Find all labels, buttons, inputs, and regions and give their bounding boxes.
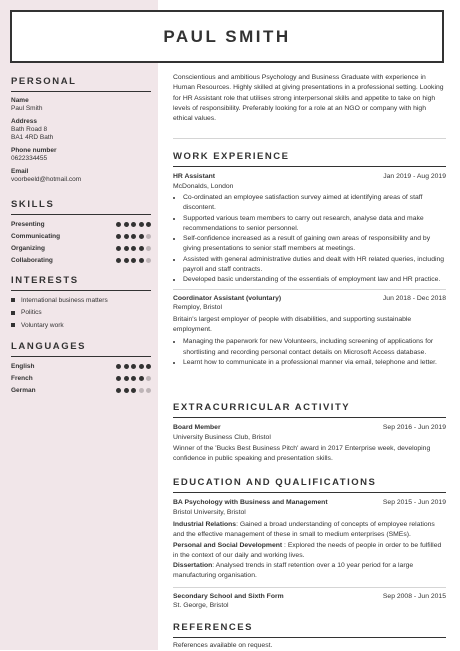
- rating-dots: [116, 234, 151, 239]
- filled-dot-icon: [124, 376, 129, 381]
- activity-dates: Sep 2016 - Jun 2019: [382, 424, 446, 431]
- language-row: [11, 360, 151, 372]
- skill-row: [11, 242, 151, 254]
- empty-dot-icon: [146, 388, 151, 393]
- list-item: • Self-confidence increased as a result of gaining own areas of responsibility and by giving presentations to senior staff members at meetings.: [183, 234, 446, 255]
- candidate-name: PAUL SMITH: [163, 26, 291, 46]
- personal-section: [11, 76, 151, 184]
- filled-dot-icon: [124, 388, 129, 393]
- rating-dots: [116, 388, 151, 393]
- list-item: • Co-ordinated an employee satisfaction survey aimed at identifying areas of staff discontent.: [183, 193, 446, 214]
- activity-description: Winner of the 'Bucks Best Business Pitch' award in 2017 Enterprise week, developing confidence in public speaking and presentation skills.: [173, 445, 431, 463]
- skill-row-label: Presenting: [11, 220, 45, 228]
- job-entry: [173, 172, 446, 290]
- filled-dot-icon: [116, 222, 121, 227]
- references-divider: [173, 637, 446, 638]
- references-heading: REFERENCES: [173, 622, 253, 633]
- job-org: Remploy, Bristol: [173, 304, 222, 312]
- filled-dot-icon: [116, 246, 121, 251]
- language-row: [11, 372, 151, 384]
- references-section: [173, 622, 446, 651]
- interest-item: Voluntary work: [11, 319, 151, 332]
- job-title: HR Assistant: [173, 173, 216, 180]
- skills-list: [11, 218, 151, 266]
- filled-dot-icon: [124, 364, 129, 369]
- filled-dot-icon: [139, 376, 144, 381]
- address-label: Address: [11, 118, 38, 125]
- rating-dots: [116, 258, 151, 263]
- skills-heading: SKILLS: [11, 199, 55, 210]
- education-item-divider: [173, 587, 446, 588]
- skill-row: [11, 230, 151, 242]
- skill-row: [11, 218, 151, 230]
- filled-dot-icon: [124, 222, 129, 227]
- empty-dot-icon: [146, 234, 151, 239]
- phone-label: Phone number: [11, 147, 57, 154]
- square-bullet-icon: [11, 298, 15, 302]
- job-dates: Jun 2018 - Dec 2018: [382, 294, 446, 302]
- language-row: [11, 384, 151, 396]
- filled-dot-icon: [139, 222, 144, 227]
- education-heading: EDUCATION AND QUALIFICATIONS: [173, 477, 377, 488]
- filled-dot-icon: [131, 222, 136, 227]
- job-entry: [173, 294, 446, 368]
- job-dates: Jan 2019 - Aug 2019: [383, 173, 446, 180]
- school-dates: Sep 2008 - Jun 2015: [382, 592, 446, 600]
- skills-divider: [11, 214, 151, 215]
- interest-item: Politics: [11, 307, 151, 320]
- filled-dot-icon: [139, 246, 144, 251]
- square-bullet-icon: [11, 323, 15, 327]
- module-detail: Personal and Social Development : Explored the needs of people in order to be fulfilled in the context of our daily and working lives.: [173, 541, 442, 559]
- extracurricular-heading: EXTRACURRICULAR ACTIVITY: [173, 402, 351, 413]
- filled-dot-icon: [124, 246, 129, 251]
- language-row-label: English: [11, 362, 35, 370]
- empty-dot-icon: [146, 258, 151, 263]
- list-item: • Developed basic understanding of the essentials of employment law and HR practice.: [183, 275, 446, 285]
- job-divider: [173, 289, 446, 290]
- filled-dot-icon: [116, 258, 121, 263]
- education-divider: [173, 492, 446, 493]
- work-section: [173, 151, 446, 368]
- skill-row-label: Organizing: [11, 244, 45, 252]
- languages-section: [11, 341, 151, 396]
- filled-dot-icon: [131, 364, 136, 369]
- filled-dot-icon: [116, 388, 121, 393]
- filled-dot-icon: [131, 376, 136, 381]
- rating-dots: [116, 364, 151, 369]
- job-bullets: [173, 337, 446, 368]
- filled-dot-icon: [124, 258, 129, 263]
- address-line-1: Bath Road 8: [11, 126, 48, 133]
- summary-divider: [173, 138, 446, 139]
- degree-dates: Sep 2015 - Jun 2019: [382, 499, 446, 506]
- filled-dot-icon: [124, 234, 129, 239]
- languages-list: [11, 360, 151, 396]
- education-entry: [173, 498, 446, 588]
- filled-dot-icon: [146, 222, 151, 227]
- skill-row: [11, 254, 151, 266]
- filled-dot-icon: [131, 258, 136, 263]
- filled-dot-icon: [131, 388, 136, 393]
- name-label: Name: [11, 97, 29, 104]
- rating-dots: [116, 376, 151, 381]
- email-label: Email: [11, 168, 29, 175]
- activity-title: Board Member: [173, 424, 221, 431]
- module-detail: Dissertation: Analysed trends in staff retention over a 10 year period for a large manufacturing organisation.: [173, 562, 414, 580]
- module-detail: Industrial Relations: Gained a broad understanding of concepts of employee relations and the effective management of these in small to medium enterprises (SMEs).: [173, 521, 435, 539]
- rating-dots: [116, 246, 151, 251]
- skill-row-label: Collaborating: [11, 256, 53, 264]
- empty-dot-icon: [139, 388, 144, 393]
- extracurricular-divider: [173, 417, 446, 418]
- interests-heading: INTERESTS: [11, 275, 79, 286]
- job-org: McDonalds, London: [173, 182, 234, 190]
- school-location: St. George, Bristol: [173, 602, 229, 610]
- extracurricular-section: [173, 402, 446, 465]
- empty-dot-icon: [146, 246, 151, 251]
- education-entry: [173, 592, 446, 611]
- language-row-label: French: [11, 374, 33, 382]
- interests-section: [11, 275, 151, 332]
- filled-dot-icon: [116, 364, 121, 369]
- filled-dot-icon: [131, 246, 136, 251]
- interests-divider: [11, 290, 151, 291]
- rating-dots: [116, 222, 151, 227]
- email-value: voorbeeld@hotmail.com: [11, 176, 82, 183]
- school-title: Secondary School and Sixth Form: [173, 592, 284, 600]
- job-title: Coordinator Assistant (voluntary): [173, 294, 282, 302]
- work-divider: [173, 166, 446, 167]
- name-value: Paul Smith: [11, 105, 43, 112]
- filled-dot-icon: [139, 258, 144, 263]
- filled-dot-icon: [139, 234, 144, 239]
- list-item: • Managing the paperwork for new Volunteers, including screening of applications for shortlisting and recording personal contact details on Microsoft Access database.: [183, 337, 446, 358]
- empty-dot-icon: [146, 376, 151, 381]
- filled-dot-icon: [146, 364, 151, 369]
- education-section: [173, 477, 446, 611]
- filled-dot-icon: [139, 364, 144, 369]
- job-description: Britain's largest employer of people with disabilities, and supporting sustainable employment.: [173, 315, 412, 333]
- list-item: • Learnt how to communicate in a professional manner via email, telephone and letter.: [183, 358, 446, 368]
- list-item: • Assisted with general administrative duties and dealt with HR related queries, including payroll and staff contracts.: [183, 255, 446, 276]
- activity-org: University Business Club, Bristol: [173, 433, 271, 441]
- square-bullet-icon: [11, 311, 15, 315]
- filled-dot-icon: [116, 376, 121, 381]
- personal-divider: [11, 91, 151, 92]
- profile-summary: Conscientious and ambitious Psychology and Business Graduate with experience in Human Resources. Highly skilled at giving presentations in a professional setting. Looking for HR Assistant role that utilises strong interpersonal skills and appetite to take on high levels of responsibility. Preferably looking for a role at an NGO or company with high ethical values.: [173, 74, 444, 123]
- header: [10, 10, 444, 63]
- degree-title: BA Psychology with Business and Management: [173, 499, 328, 506]
- degree-institution: Bristol University, Bristol: [173, 508, 246, 516]
- skill-row-label: Communicating: [11, 232, 61, 240]
- phone-value: 0622334455: [11, 155, 48, 162]
- references-text: References available on request.: [173, 642, 273, 649]
- work-heading: WORK EXPERIENCE: [173, 151, 290, 162]
- languages-divider: [11, 356, 151, 357]
- job-bullets: [173, 193, 446, 286]
- languages-heading: LANGUAGES: [11, 341, 87, 352]
- interest-item: International business matters: [11, 294, 151, 307]
- personal-heading: PERSONAL: [11, 76, 77, 87]
- language-row-label: German: [11, 386, 36, 394]
- address-line-2: BA1 4RD Bath: [11, 134, 54, 141]
- skills-section: [11, 199, 151, 266]
- filled-dot-icon: [116, 234, 121, 239]
- list-item: • Supported various team members to carry out research, analyse data and make recommendations to senior personnel.: [183, 214, 446, 235]
- filled-dot-icon: [131, 234, 136, 239]
